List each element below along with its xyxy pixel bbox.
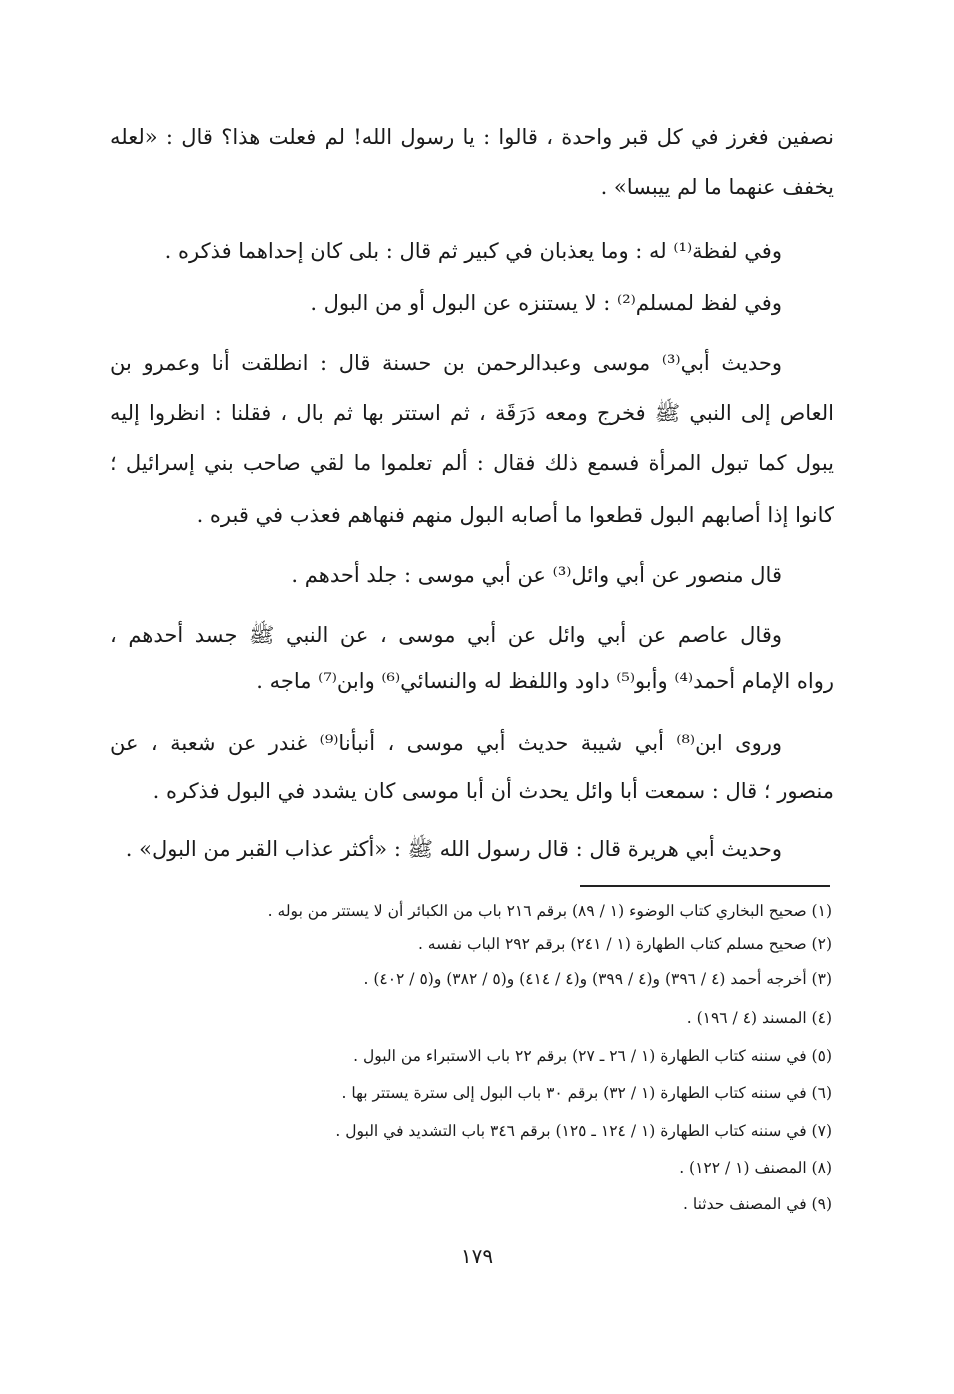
body-line-5: وحديث أبي⁽³⁾ موسى وعبدالرحمن بن حسنة قال : انطلقت أنا وعمرو بن (110, 351, 782, 375)
body-line-13: منصور ؛ قال : سمعت أبا وائل يحدث أن أبا موسى كان يشدد في البول فذكره . (152, 779, 834, 803)
body-line-2: يخفف عنهما ما لم ييبسا» . (600, 175, 834, 199)
body-line-11: رواه الإمام أحمد⁽⁴⁾ وأبو⁽⁵⁾ داود واللفظ له والنسائي⁽⁶⁾ وابن⁽⁷⁾ ماجه . (256, 669, 834, 693)
footnote-6: (٦) في سننه كتاب الطهارة (١ / ٣٢) برقم ٣٠ باب البول إلى سترة يستتر بها . (341, 1084, 832, 1102)
footnote-1: (١) صحيح البخاري كتاب الوضوء (١ / ٨٩) برقم ٢١٦ باب من الكبائر أن لا يستتر من بوله . (267, 902, 832, 920)
footnote-3: (٣) أخرجه أحمد (٤ / ٣٩٦) و(٤ / ٣٩٩) و(٤ / ٤١٤) و(٥ / ٣٨٢) و(٥ / ٤٠٢) . (363, 970, 832, 988)
page-number: ١٧٩ (460, 1244, 494, 1268)
body-line-10: وقال عاصم عن أبي وائل عن أبي موسى ، عن النبي ﷺ جسد أحدهم ، (110, 623, 782, 647)
footnote-2: (٢) صحيح مسلم كتاب الطهارة (١ / ٢٤١) برقم ٢٩٢ الباب نفسه . (417, 935, 832, 953)
footnote-5: (٥) في سننه كتاب الطهارة (١ / ٢٦ ـ ٢٧) برقم ٢٢ باب الاستبراء من البول . (353, 1047, 832, 1065)
body-line-8: كانوا إذا أصابهم البول قطعوا ما أصابه البول منهم فنهاهم فعذب في قبره . (196, 503, 834, 527)
body-line-7: يبول كما تبول المرأة فسمع ذلك فقال : ألم تعلموا ما لقي صاحب بني إسرائيل ؛ (110, 451, 834, 475)
footnote-divider (580, 885, 830, 887)
body-line-12: وروى ابن⁽⁸⁾ أبي شيبة حديث أبي موسى ، أنبأنا⁽⁹⁾ غندر عن شعبة ، عن (110, 731, 783, 755)
footnote-8: (٨) المصنف (١ / ١٢٢) . (679, 1159, 832, 1177)
body-line-4: وفي لفظ لمسلم⁽²⁾ : لا يستنزه عن البول أو من البول . (310, 291, 782, 315)
body-line-14: وحديث أبي هريرة قال : قال رسول الله ﷺ : «أكثر عذاب القبر من البول» . (125, 837, 782, 861)
footnote-9: (٩) في المصنف حدثنا . (683, 1195, 832, 1213)
body-line-6: العاص إلى النبي ﷺ فخرج ومعه دَرَقَة ، ثم استتر بها ثم بال ، فقلنا : انظروا إليه (110, 401, 834, 425)
footnote-7: (٧) في سننه كتاب الطهارة (١ / ١٢٤ ـ ١٢٥) برقم ٣٤٦ باب التشديد في البول . (335, 1122, 832, 1140)
footnote-4: (٤) المسند (٤ / ١٩٦) . (686, 1009, 832, 1027)
body-line-1: نصفين فغرز في كل قبر واحدة ، قالوا : يا رسول الله! لم فعلت هذا؟ قال : «لعله (110, 125, 834, 149)
body-line-3: وفي لفظة⁽¹⁾ له : وما يعذبان في كبير ثم قال : بلى كان إحداهما فذكره . (164, 239, 782, 263)
body-line-9: قال منصور عن أبي وائل⁽³⁾ عن أبي موسى : جلد أحدهم . (291, 563, 782, 587)
